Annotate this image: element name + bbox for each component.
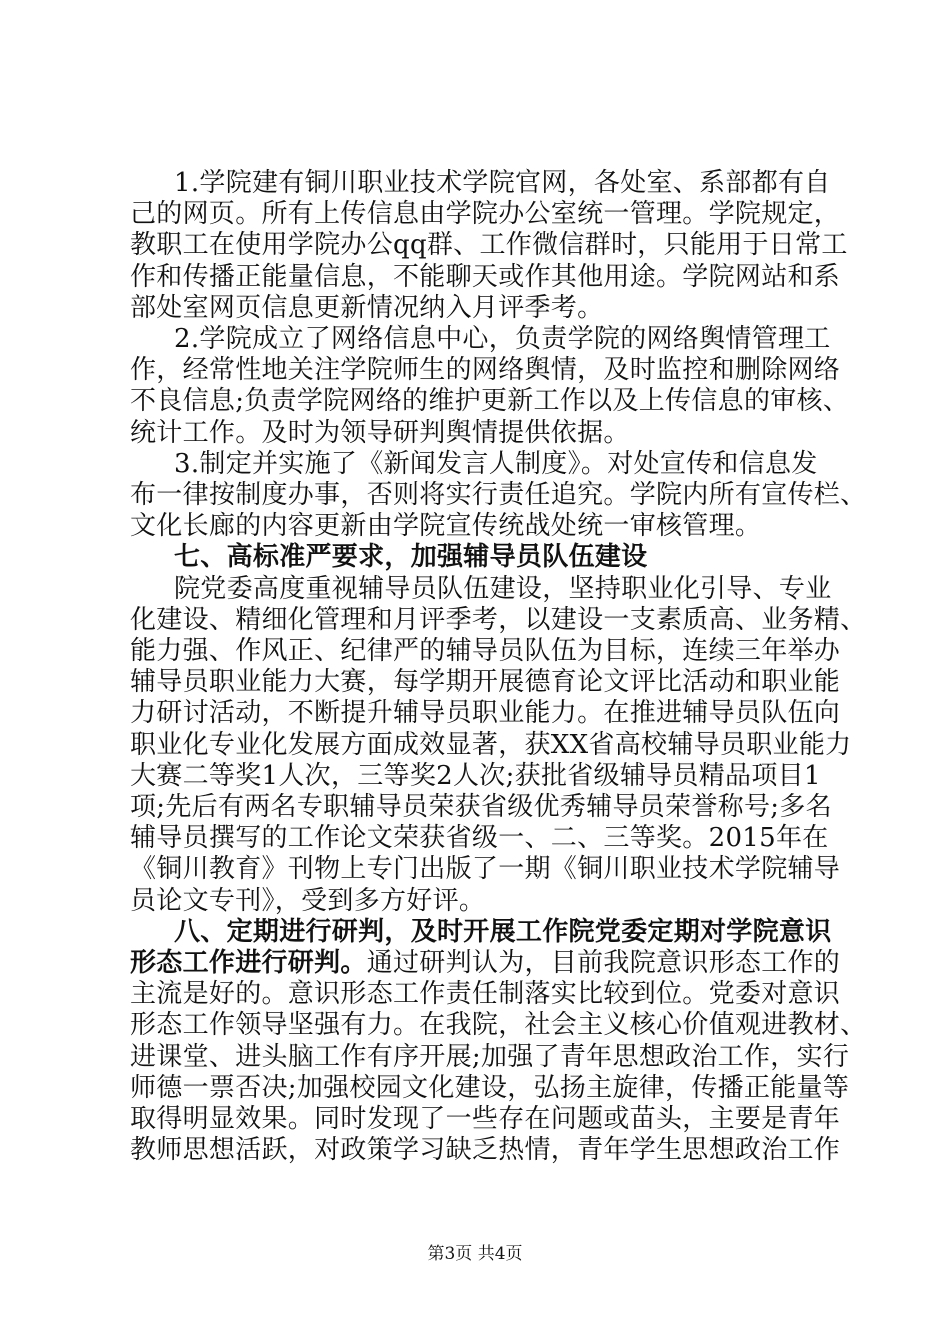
text-line: 教职工在使用学院办公qq群、工作微信群时，只能用于日常工 xyxy=(130,230,848,261)
text-line: 2.学院成立了网络信息中心，负责学院的网络舆情管理工 xyxy=(174,324,831,355)
text-line: 文化长廊的内容更新由学院宣传统战处统一审核管理。 xyxy=(130,511,762,542)
text-line: 力研讨活动，不断提升辅导员职业能力。在推进辅导员队伍向 xyxy=(130,698,841,729)
section-heading: 七、高标准严要求，加强辅导员队伍建设 xyxy=(174,542,648,573)
text-line: 主流是好的。意识形态工作责任制落实比较到位。党委对意识 xyxy=(130,979,841,1010)
text-line: 化建设、精细化管理和月评季考，以建设一支素质高、业务精、 xyxy=(130,604,867,635)
text-line: 能力强、作风正、纪律严的辅导员队伍为目标，连续三年举办 xyxy=(130,636,841,667)
text-line: 大赛二等奖1人次，三等奖2人次;获批省级辅导员精品项目1 xyxy=(130,760,821,791)
text-line: 项;先后有两名专职辅导员荣获省级优秀辅导员荣誉称号;多名 xyxy=(130,792,832,823)
text-line: 员论文专刊》，受到多方好评。 xyxy=(130,885,486,916)
text-line: 职业化专业化发展方面成效显著，获XX省高校辅导员职业能力 xyxy=(130,729,852,760)
section-heading-continuation-line xyxy=(130,948,841,979)
paragraph-block-tail xyxy=(130,979,867,1166)
text-line: 进课堂、进头脑工作有序开展;加强了青年思想政治工作，实行 xyxy=(130,1041,850,1072)
text-line: 辅导员职业能力大赛，每学期开展德育论文评比活动和职业能 xyxy=(130,667,841,698)
text-line: 师德一票否决;加强校园文化建设，弘扬主旋律，传播正能量等 xyxy=(130,1072,850,1103)
text-line: 布一律按制度办事，否则将实行责任追究。学院内所有宣传栏、 xyxy=(130,480,867,511)
text-line: 辅导员撰写的工作论文荣获省级一、二、三等奖。2015年在 xyxy=(130,823,829,854)
section-heading-continuation: 形态工作进行研判。 xyxy=(130,948,367,979)
paragraph-text: 通过研判认为，目前我院意识形态工作的 xyxy=(366,948,841,979)
text-line: 教师思想活跃，对政策学习缺乏热情，青年学生思想政治工作 xyxy=(130,1135,841,1166)
text-line: 取得明显效果。同时发现了一些存在问题或苗头，主要是青年 xyxy=(130,1104,841,1135)
paragraph-block xyxy=(130,168,867,917)
text-line: 院党委高度重视辅导员队伍建设，坚持职业化引导、专业 xyxy=(174,573,832,604)
text-line: 不良信息;负责学院网络的维护更新工作以及上传信息的审核、 xyxy=(130,386,850,417)
text-line: 形态工作领导坚强有力。在我院，社会主义核心价值观进教材、 xyxy=(130,1010,867,1041)
section-heading-line xyxy=(130,917,830,948)
section-heading-eight: 八、定期进行研判，及时开展工作院党委定期对学院意识 xyxy=(174,916,832,947)
text-line: 部处室网页信息更新情况纳入月评季考。 xyxy=(130,292,604,323)
text-line: 己的网页。所有上传信息由学院办公室统一管理。学院规定， xyxy=(130,199,841,230)
text-line: 作和传播正能量信息，不能聊天或作其他用途。学院网站和系 xyxy=(130,261,841,292)
document-body xyxy=(130,168,867,1167)
text-line: 3.制定并实施了《新闻发言人制度》。对处宣传和信息发 xyxy=(174,448,818,479)
text-line: 作，经常性地关注学院师生的网络舆情，及时监控和删除网络 xyxy=(130,355,841,386)
text-line: 《铜川教育》刊物上专门出版了一期《铜川职业技术学院辅导 xyxy=(130,854,841,885)
page-footer: 第3页 共4页 xyxy=(427,1244,523,1264)
text-line: 统计工作。及时为领导研判舆情提供依据。 xyxy=(130,417,630,448)
text-line: 1.学院建有铜川职业技术学院官网，各处室、系部都有自 xyxy=(174,168,831,198)
